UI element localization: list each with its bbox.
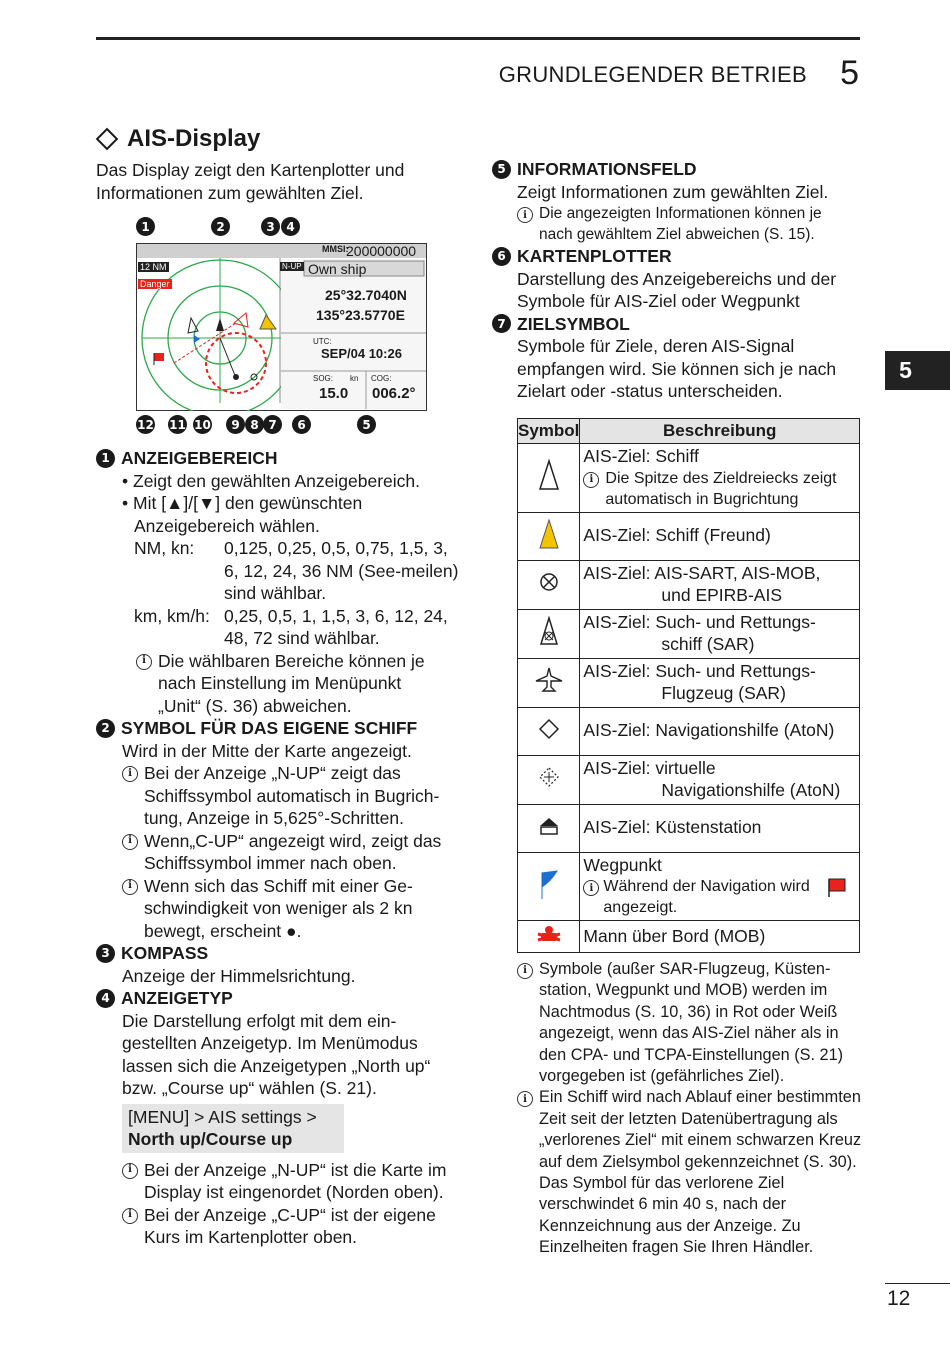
aton-diamond-icon: [538, 718, 560, 740]
item-4-title: ANZEIGETYP: [121, 988, 233, 1008]
callout-3: 3: [261, 217, 280, 236]
table-row: AIS-Ziel: virtuelle Navigationshilfe (AtoN): [518, 755, 860, 804]
info-icon: i: [122, 834, 138, 850]
number-badge: 3: [96, 944, 115, 963]
longitude: 135°23.5770E: [316, 307, 405, 323]
menu-path-box: [122, 1104, 344, 1153]
section-intro: Das Display zeigt den Kartenplotter und Informationen zum gewählten Ziel.: [96, 160, 405, 203]
item-4-text: Die Darstellung erfolgt mit dem ein-gestellten Anzeigetyp. Im Menümodus lassen sich die Anzeigetypen „North up“ bzw. „Course up“ wählen (S. 21).: [122, 1010, 431, 1098]
info-icon: i: [583, 472, 599, 488]
item-4-note-1: i Bei der Anzeige „N-UP“ ist die Karte im Display ist eingenordet (Norden oben).: [122, 1159, 468, 1204]
sog-label: SOG:: [313, 374, 334, 383]
item-7-title: ZIELSYMBOL: [517, 313, 630, 334]
latitude: 25°32.7040N: [325, 287, 407, 303]
sog-unit: kn: [350, 374, 359, 383]
sar-aircraft-icon: [534, 666, 564, 694]
info-icon: i: [583, 880, 599, 896]
item-2-note-2: i Wenn„C-UP“ angezeigt wird, zeigt das Schiffssymbol immer nach oben.: [122, 830, 468, 875]
symbol-table: [517, 418, 860, 953]
table-row: AIS-Ziel: Schiff (Freund): [518, 512, 860, 560]
table-note-1: i Symbole (außer SAR-Flugzeug, Küsten-station, Wegpunkt und MOB) werden im Nachtmodus (S. 10, 36) in Rot oder Weiß angezeigt, wenn das AIS-Ziel näher als in den CPA- und TCPA-Einstellungen (S. 21) vorgegeben ist (gefährliches Ziel).: [517, 959, 862, 1087]
item-3-text: Anzeige der Himmelsrichtung.: [122, 965, 356, 986]
callout-4: 4: [281, 217, 300, 236]
number-badge: 6: [492, 247, 511, 266]
callout-1: 1: [136, 217, 155, 236]
table-note-2: i Ein Schiff wird nach Ablauf einer bestimmten Zeit seit der letzten Datenübertragung als „verlorenes Ziel“ mit einem schwarzen Kreuz auf dem Zielsymbol gekennzeichnet (S. 30). Das Symbol für das verlorene Ziel verschwindet 6 min 40 s, nach der Kennzeichnung aus der Anzeige. Zu Einzelheiten fragen Sie Ihren Händler.: [517, 1087, 862, 1258]
item-5-note: i Die angezeigten Informationen können je nach gewähltem Ziel abweichen (S. 15).: [517, 203, 862, 245]
callout-10: 10: [193, 415, 212, 434]
item-2-note-1: i Bei der Anzeige „N-UP“ zeigt das Schiffssymbol automatisch in Bugrich-tung, Anzeige in 5,625°-Schritten.: [122, 762, 468, 830]
table-row: AIS-Ziel: Such- und Rettungs- schiff (SAR): [518, 609, 860, 658]
info-icon: i: [136, 654, 152, 670]
chapter-number: 5: [840, 54, 859, 92]
info-icon: i: [517, 1091, 533, 1107]
header-rule: [96, 37, 860, 40]
callout-5: 5: [357, 415, 376, 434]
triangle-outline-icon: [537, 458, 561, 492]
info-icon: i: [122, 1163, 138, 1179]
item-7-text: Symbole für Ziele, deren AIS-Signal empfangen wird. Sie können sich je nach Zielart oder -status unterscheiden.: [517, 336, 837, 401]
sog-value: 15.0: [319, 385, 349, 402]
item-1-heading: [96, 447, 468, 470]
number-badge: 1: [96, 449, 115, 468]
callout-11: 11: [168, 415, 187, 434]
table-notes: [517, 959, 862, 1259]
utc-label: UTC:: [313, 337, 332, 346]
left-column: [96, 447, 468, 1249]
mob-icon: [535, 924, 563, 944]
info-icon: i: [122, 1208, 138, 1224]
utc-value: SEP/04 10:26: [321, 346, 402, 361]
waypoint-flag-icon: [537, 867, 561, 901]
description-header: Beschreibung: [580, 419, 860, 444]
km-range-row: km, km/h: 0,25, 0,5, 1, 1,5, 3, 6, 12, 24, 48, 72 sind wählbar.: [134, 605, 448, 648]
item-2-heading: [96, 717, 468, 740]
section-title-text: AIS-Display: [127, 125, 261, 152]
item-5-title: INFORMATIONSFELD: [517, 159, 697, 179]
menu-item: North up/Course up: [128, 1129, 293, 1149]
waypoint-note: i Während der Navigation wird angezeigt.: [583, 876, 857, 918]
item-1-note: i Die wählbaren Bereiche können je nach Einstellung im Menüpunkt „Unit“ (S. 36) abweichen.: [122, 650, 468, 718]
right-column: [492, 158, 862, 403]
item-1-title: ANZEIGEBEREICH: [121, 448, 278, 468]
cog-label: COG:: [371, 374, 392, 383]
info-icon: i: [122, 879, 138, 895]
mmsi-label: MMSI:: [322, 244, 349, 254]
sart-icon: [538, 571, 560, 593]
item-1-bullet-2: • Mit [▲]/[▼] den gewünschten: [122, 493, 363, 513]
danger-badge: Danger: [140, 279, 170, 289]
callout-12: 12: [136, 415, 155, 434]
callout-9: 9: [226, 415, 245, 434]
page-number: 12: [887, 1287, 911, 1310]
item-6-title: KARTENPLOTTER: [517, 246, 672, 266]
table-row: AIS-Ziel: Such- und Rettungs- Flugzeug (SAR): [518, 658, 860, 707]
item-5-heading: [492, 158, 862, 181]
item-2-text: Wird in der Mitte der Karte angezeigt.: [122, 740, 412, 761]
table-header: [518, 419, 860, 444]
info-icon: i: [517, 207, 533, 223]
callout-8: 8: [245, 415, 264, 434]
cog-value: 006.2°: [372, 385, 416, 402]
item-1-bullet-1: • Zeigt den gewählten Anzeigebereich.: [122, 470, 421, 491]
table-row: AIS-Ziel: Schiff i Die Spitze des Zieldreiecks zeigt automatisch in Bugrichtung: [518, 444, 860, 513]
item-7-heading: [492, 313, 862, 336]
diamond-icon: [96, 128, 119, 151]
own-ship-label: Own ship: [308, 261, 367, 277]
item-2-note-3: i Wenn sich das Schiff mit einer Ge-schwindigkeit von weniger als 2 kn bewegt, erscheint ●.: [122, 875, 468, 943]
number-badge: 2: [96, 719, 115, 738]
item-4-heading: [96, 987, 468, 1010]
callouts-bottom: [136, 415, 396, 437]
range-indicator: 12 NM: [140, 262, 167, 272]
number-badge: 4: [96, 989, 115, 1008]
item-6-heading: [492, 245, 862, 268]
info-icon: i: [517, 963, 533, 979]
info-icon: i: [122, 766, 138, 782]
number-badge: 7: [492, 314, 511, 333]
sar-ship-icon: [537, 615, 561, 647]
table-row: AIS-Ziel: Küstenstation: [518, 804, 860, 852]
item-6-text: Darstellung des Anzeigebereichs und der Symbole für AIS-Ziel oder Wegpunkt: [517, 268, 837, 311]
table-row: Mann über Bord (MOB): [518, 921, 860, 953]
callout-7: 7: [263, 415, 282, 434]
item-3-title: KOMPASS: [121, 943, 209, 963]
footer-rule: [885, 1283, 950, 1284]
red-flag-icon: [825, 876, 849, 898]
mode-indicator: N-UP: [282, 262, 302, 271]
item-4-note-2: i Bei der Anzeige „C-UP“ ist der eigene Kurs im Kartenplotter oben.: [122, 1204, 468, 1249]
number-badge: 5: [492, 160, 511, 179]
callout-6: 6: [292, 415, 311, 434]
nm-range-row: NM, kn: 0,125, 0,25, 0,5, 0,75, 1,5, 3, 6, 12, 24, 36 NM (See-meilen) sind wählbar.: [134, 538, 459, 603]
menu-path: [MENU] > AIS settings >: [128, 1106, 317, 1127]
base-station-icon: [537, 815, 561, 837]
item-5-text: Zeigt Informationen zum gewählten Ziel.: [517, 181, 829, 202]
table-row: Wegpunkt i Während der Navigation wird angezeigt.: [518, 852, 860, 921]
chapter-tab: 5: [885, 351, 950, 390]
item-3-heading: [96, 942, 468, 965]
chapter-title: GRUNDLEGENDER BETRIEB: [498, 62, 807, 87]
callouts-top: [136, 217, 427, 239]
table-row: AIS-Ziel: AIS-SART, AIS-MOB, und EPIRB-AIS: [518, 560, 860, 609]
item-1-bullet-2-cont: Anzeigebereich wählen.: [134, 515, 320, 536]
symbol-header: Symbol: [518, 419, 580, 444]
mmsi-value: 200000000: [346, 243, 417, 259]
section-title: [96, 125, 260, 153]
callout-2: 2: [211, 217, 230, 236]
friend-triangle-icon: [537, 517, 561, 551]
ais-screen: [136, 243, 427, 411]
item-2-title: SYMBOL FÜR DAS EIGENE SCHIFF: [121, 718, 418, 738]
virtual-aton-icon: [538, 766, 560, 788]
table-row: AIS-Ziel: Navigationshilfe (AtoN): [518, 707, 860, 755]
